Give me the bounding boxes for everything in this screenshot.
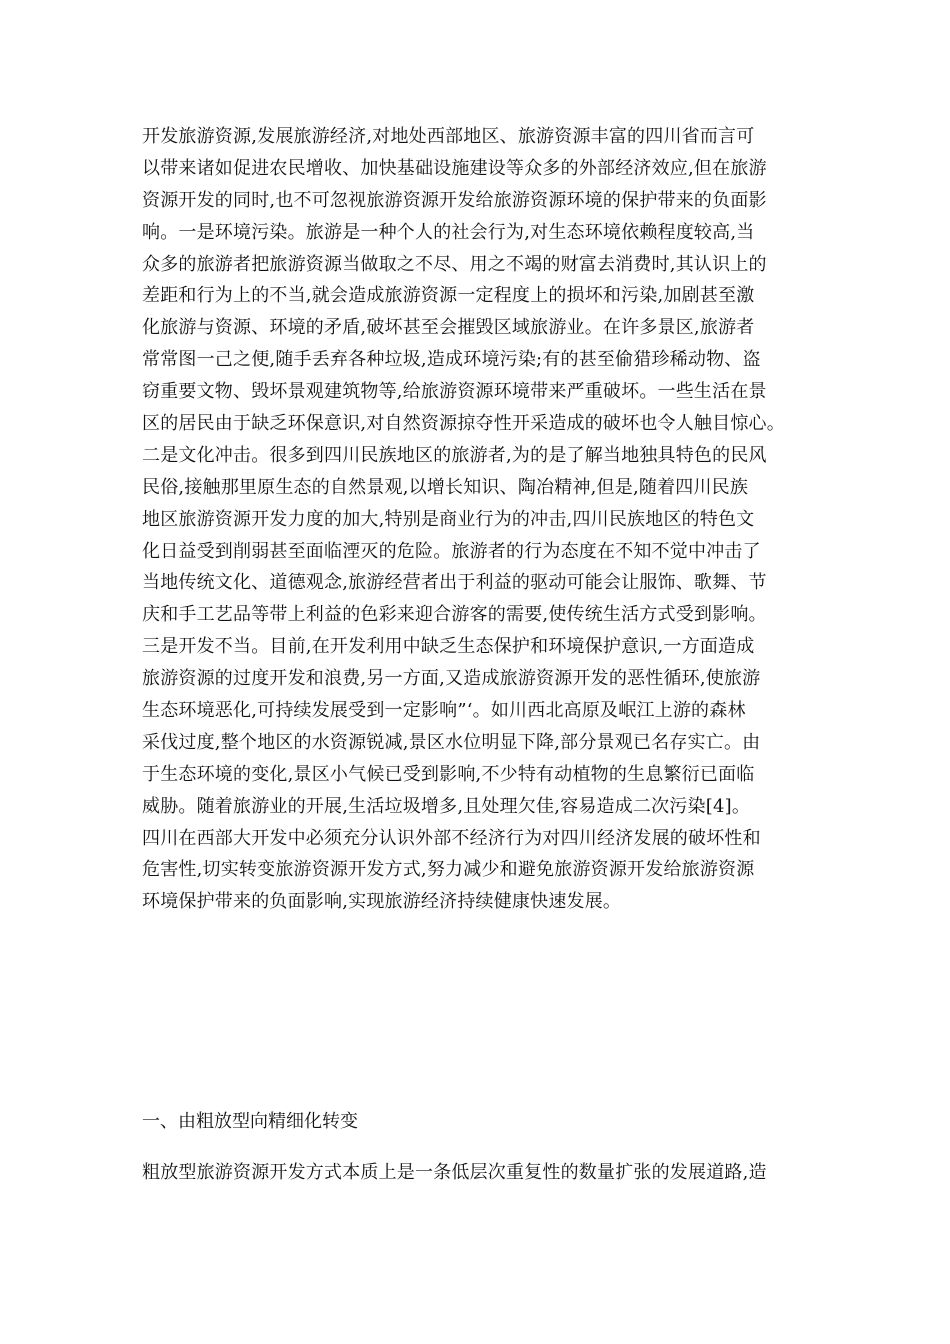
text-line: 窃重要文物、毁坏景观建筑物等,给旅游资源环境带来严重破坏。一些生活在景: [142, 381, 767, 403]
text-line: 民俗,接触那里原生态的自然景观,以增长知识、陶冶精神,但是,随着四川民族: [142, 476, 749, 498]
text-line: 旅游资源的过度开发和浪费,另一方面,又造成旅游资源开发的恶性循环,使旅游: [142, 668, 761, 690]
text-line: 差距和行为上的不当,就会造成旅游资源一定程度上的损坏和污染,加剧甚至激: [142, 285, 755, 307]
text-line: 开发旅游资源,发展旅游经济,对地处西部地区、旅游资源丰富的四川省而言可: [142, 126, 755, 147]
text-line: 化日益受到削弱甚至面临湮灭的危险。旅游者的行为态度在不知不觉中冲击了: [142, 540, 761, 562]
paragraph-section-1: [142, 1157, 767, 1189]
text-line: 危害性,切实转变旅游资源开发方式,努力减少和避免旅游资源开发给旅游资源: [142, 859, 755, 881]
text-line: 地区旅游资源开发力度的加大,特别是商业行为的冲击,四川民族地区的特色文: [142, 508, 755, 530]
text-line: 响。一是环境污染。旅游是一种个人的社会行为,对生态环境依赖程度较高,当: [142, 221, 755, 243]
text-line: 于生态环境的变化,景区小气候已受到影响,不少特有动植物的生息繁衍已面临: [142, 763, 755, 785]
text-line: 生态环境恶化,可持续发展受到一定影响”‘。如川西北高原及岷江上游的森林: [142, 700, 746, 722]
text-line: 化旅游与资源、环境的矛盾,破坏甚至会摧毁区域旅游业。在许多景区,旅游者: [142, 317, 755, 339]
text-line: 二是文化冲击。很多到四川民族地区的旅游者,为的是了解当地独具特色的民风: [142, 444, 767, 466]
text-line: 众多的旅游者把旅游资源当做取之不尽、用之不竭的财富去消费时,其认识上的: [142, 253, 767, 275]
text-line: 区的居民由于缺乏环保意识,对自然资源掠夺性开采造成的破坏也令人触目惊心。: [142, 413, 785, 435]
text-line: 庆和手工艺品等带上利益的色彩来迎合游客的需要,使传统生活方式受到影响。: [142, 604, 767, 626]
section-heading: 一、由粗放型向精细化转变: [142, 1111, 358, 1132]
text-line: 当地传统文化、道德观念,旅游经营者出于利益的驱动可能会让服饰、歌舞、节: [142, 572, 767, 594]
text-line: 四川在西部大开发中必须充分认识外部不经济行为对四川经济发展的破坏性和: [142, 827, 761, 849]
text-line: 威胁。随着旅游业的开展,生活垃圾增多,且处理欠佳,容易造成二次污染[4]。: [142, 795, 751, 817]
text-line: 资源开发的同时,也不可忽视旅游资源开发给旅游资源环境的保护带来的负面影: [142, 189, 767, 211]
text-line: 采伐过度,整个地区的水资源锐减,景区水位明显下降,部分景观已名存实亡。由: [142, 731, 761, 753]
text-line: 常常图一己之便,随手丢弃各种垃圾,造成环境污染;有的甚至偷猎珍稀动物、盗: [142, 349, 761, 371]
paragraph-intro: [142, 121, 822, 918]
text-line: 以带来诸如促进农民增收、加快基础设施建设等众多的外部经济效应,但在旅游: [142, 157, 767, 179]
text-line: 三是开发不当。目前,在开发利用中缺乏生态保护和环境保护意识,一方面造成: [142, 636, 755, 658]
document-page: [142, 121, 822, 1183]
text-line: 环境保护带来的负面影响,实现旅游经济持续健康快速发展。: [142, 891, 622, 913]
text-line: 粗放型旅游资源开发方式本质上是一条低层次重复性的数量扩张的发展道路,造: [142, 1162, 767, 1183]
